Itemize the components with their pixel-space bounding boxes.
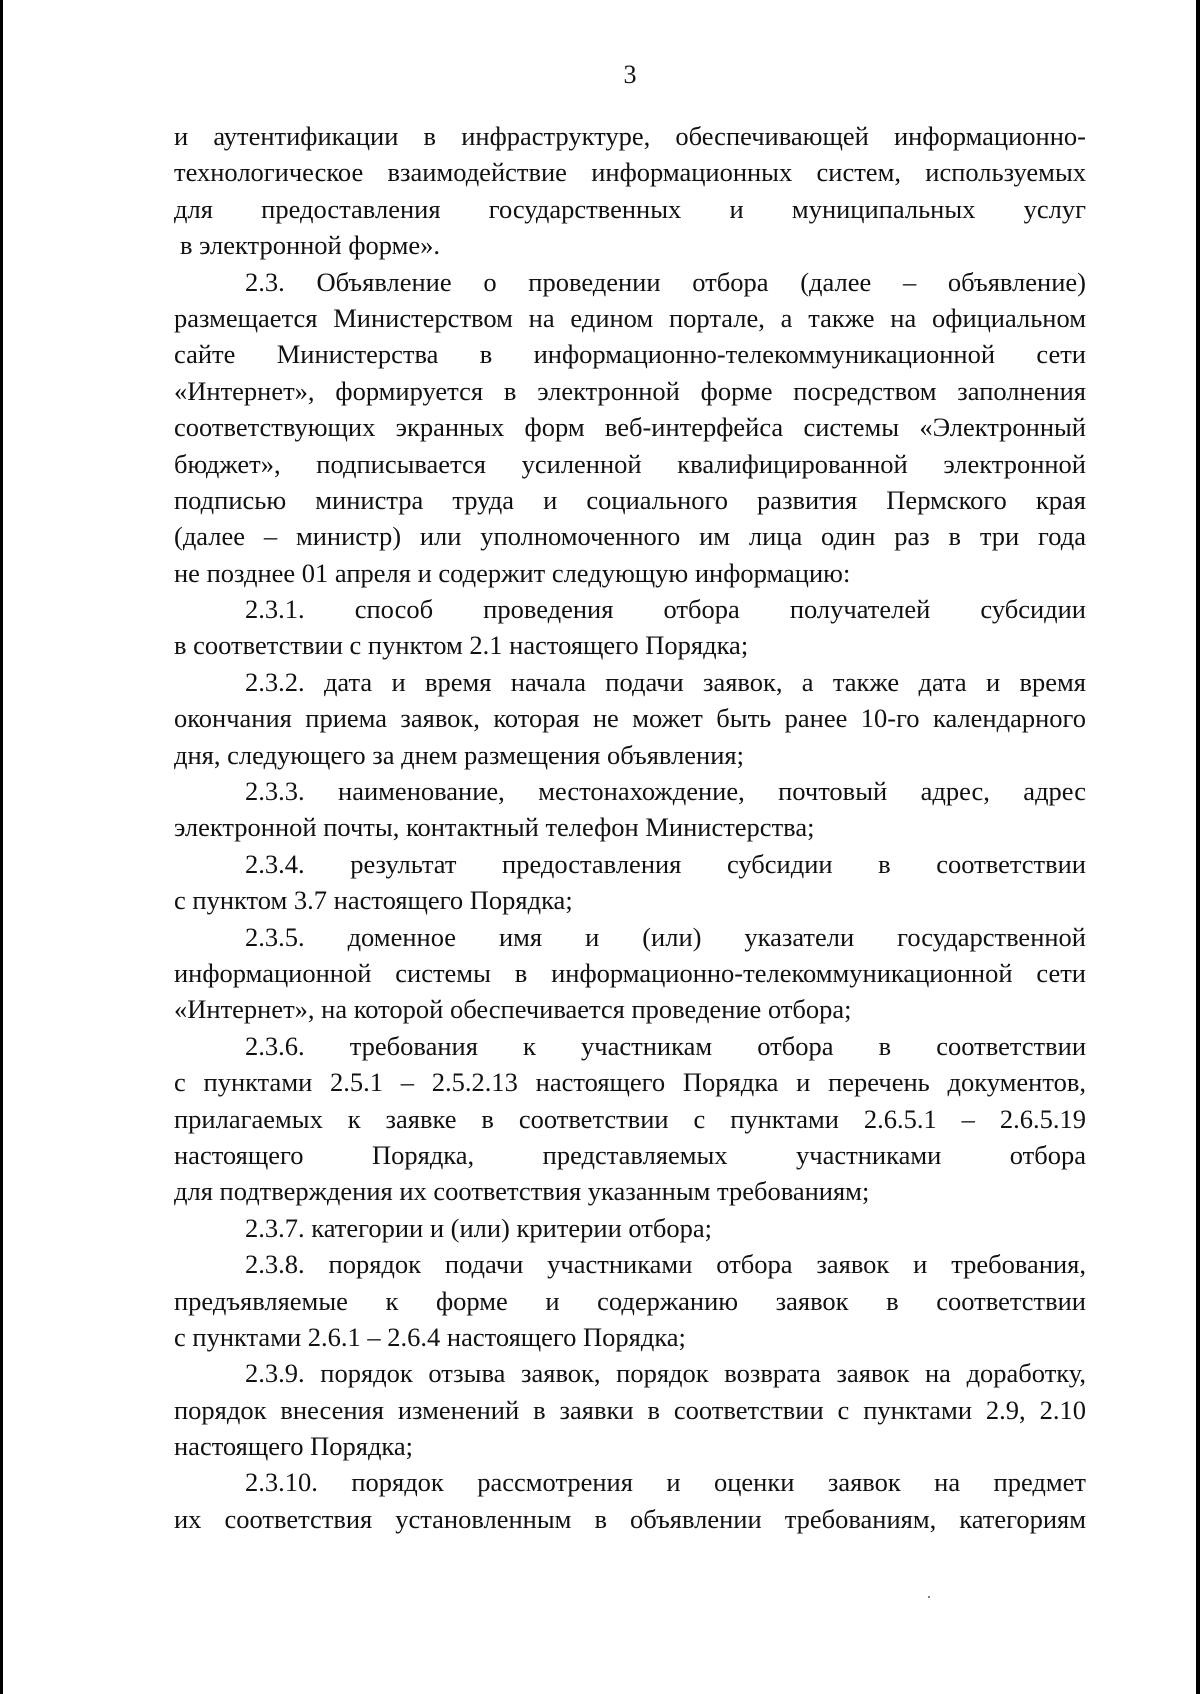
text-line: информационной системы в информационно-телекоммуникационной сети — [174, 957, 1086, 988]
text-line: 2.3.5. доменное имя и (или) указатели государственной — [245, 921, 1086, 952]
text-line: окончания приема заявок, которая не может быть ранее 10-го календарного — [174, 703, 1086, 734]
text-line: 2.3.4. результат предоставления субсидии в соответствии — [245, 848, 1086, 879]
text-line: бюджет», подписывается усиленной квалифицированной электронной — [174, 448, 1086, 479]
text-line: сайте Министерства в информационно-телекоммуникационной сети — [174, 339, 1086, 370]
text-line: 2.3.9. порядок отзыва заявок, порядок возврата заявок на доработку, — [245, 1358, 1086, 1389]
text-line: в электронной форме». — [180, 230, 441, 261]
text-line: 2.3.10. порядок рассмотрения и оценки заявок на предмет — [245, 1467, 1086, 1498]
text-line: «Интернет», формируется в электронной форме посредством заполнения — [174, 375, 1086, 406]
text-line: (далее – министр) или уполномоченного им лица один раз в три года — [174, 521, 1086, 552]
text-line: соответствующих экранных форм веб-интерфейса системы «Электронный — [174, 412, 1086, 443]
text-line: с пунктом 3.7 настоящего Порядка; — [174, 885, 573, 916]
text-line: 2.3.6. требования к участникам отбора в соответствии — [245, 1030, 1086, 1061]
text-line: 2.3.2. дата и время начала подачи заявок, а также дата и время — [245, 666, 1086, 697]
text-line: дня, следующего за днем размещения объявления; — [174, 739, 744, 770]
text-line: 2.3. Объявление о проведении отбора (далее – объявление) — [245, 266, 1086, 297]
text-line: их соответствия установленным в объявлении требованиям, категориям — [174, 1503, 1086, 1534]
text-line: 2.3.1. способ проведения отбора получателей субсидии — [245, 594, 1086, 625]
document-body — [174, 118, 1086, 1537]
text-line: электронной почты, контактный телефон Министерства; — [174, 812, 815, 843]
text-line: размещается Министерством на едином портале, а также на официальном — [174, 302, 1086, 333]
text-line: для подтверждения их соответствия указанным требованиям; — [174, 1176, 870, 1207]
text-line: в соответствии с пунктом 2.1 настоящего Порядка; — [174, 630, 749, 661]
scan-speck — [928, 1596, 930, 1598]
scan-border-left — [0, 0, 3, 1694]
text-line: настоящего Порядка, представляемых участниками отбора — [174, 1139, 1086, 1170]
text-line: и аутентификации в инфраструктуре, обеспечивающей информационно- — [174, 121, 1086, 151]
text-line: для предоставления государственных и муниципальных услуг — [174, 193, 1086, 224]
text-line: настоящего Порядка; — [174, 1431, 414, 1462]
text-line: прилагаемых к заявке в соответствии с пунктами 2.6.5.1 – 2.6.5.19 — [174, 1103, 1086, 1134]
text-line: не позднее 01 апреля и содержит следующую информацию: — [174, 557, 851, 588]
page-number: 3 — [623, 60, 637, 89]
text-line: 2.3.7. категории и (или) критерии отбора; — [245, 1212, 712, 1243]
text-line: 2.3.8. порядок подачи участниками отбора заявок и требования, — [245, 1249, 1086, 1280]
text-line: предъявляемые к форме и содержанию заявок в соответствии — [174, 1285, 1086, 1316]
text-line: 2.3.3. наименование, местонахождение, почтовый адрес, адрес — [245, 776, 1086, 807]
text-line: технологическое взаимодействие информационных систем, используемых — [174, 157, 1086, 188]
text-line: с пунктами 2.5.1 – 2.5.2.13 настоящего Порядка и перечень документов, — [174, 1067, 1086, 1098]
text-line: с пунктами 2.6.1 – 2.6.4 настоящего Порядка; — [174, 1321, 686, 1352]
scan-border-right — [1196, 0, 1200, 1694]
text-line: порядок внесения изменений в заявки в соответствии с пунктами 2.9, 2.10 — [174, 1394, 1086, 1425]
text-line: «Интернет», на которой обеспечивается проведение отбора; — [174, 994, 852, 1025]
text-line: подписью министра труда и социального развития Пермского края — [174, 484, 1086, 515]
